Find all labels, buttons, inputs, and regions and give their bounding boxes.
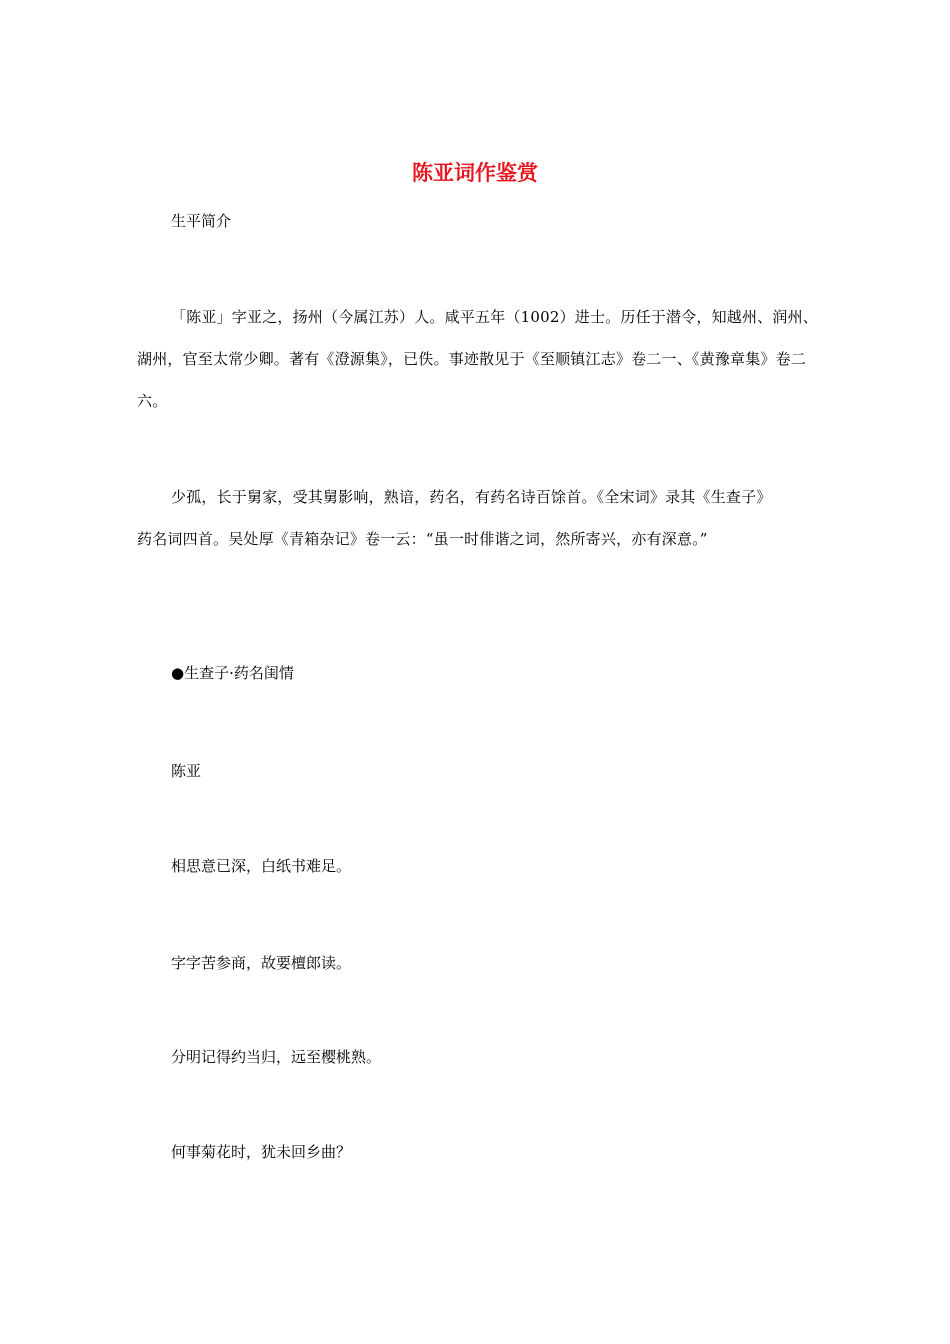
poem-line: 相思意已深，白纸书难足。	[171, 857, 352, 875]
poem-author: 陈亚	[171, 762, 202, 780]
poem-line: 何事菊花时，犹未回乡曲？	[171, 1143, 352, 1161]
poem-line: 分明记得约当归，远至樱桃熟。	[171, 1048, 382, 1066]
bio-paragraph-2: 少孤，长于舅家，受其舅影响，熟谙，药名，有药名诗百馀首。《全宋词》录其《生查子》药名词四首。吴处厚《青箱杂记》卷一云：“虽一时俳谐之词，然所寄兴，亦有深意。”	[137, 488, 772, 548]
section-heading: 生平简介	[171, 212, 232, 230]
poem-title: ●生查子·药名闺情	[171, 664, 294, 682]
poem-line: 字字苦参商，故要檀郎读。	[171, 954, 352, 972]
bio-paragraph-1: 「陈亚」字亚之，扬州（今属江苏）人。咸平五年（1002）进士。历任于潜令，知越州、润州、湖州，官至太常少卿。著有《澄源集》，已佚。事迹散见于《至顺镇江志》卷二一、《黄豫章集》卷二六。	[137, 308, 818, 410]
document-title: 陈亚词作鉴赏	[412, 161, 538, 185]
